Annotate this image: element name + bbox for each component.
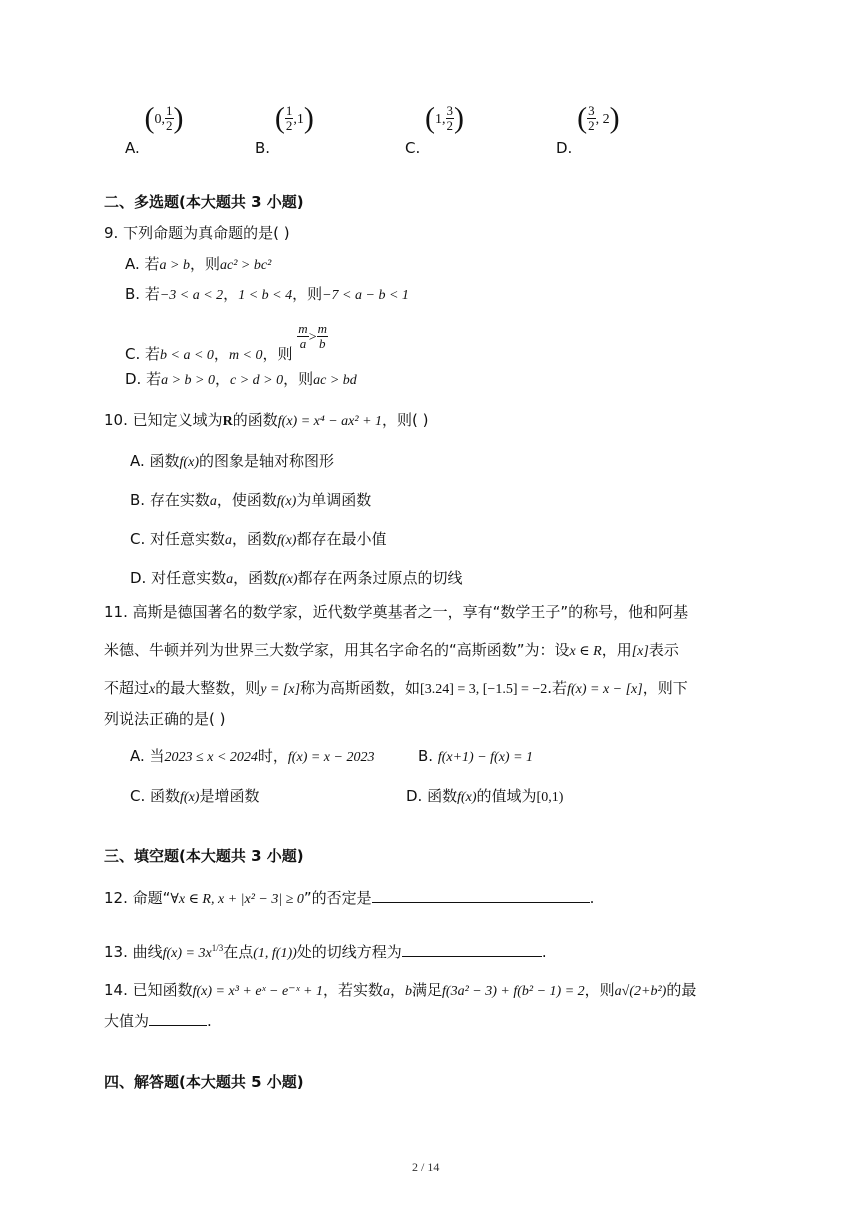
page-number: 2 / 14 <box>412 1160 440 1174</box>
left-paren: ( <box>274 101 285 135</box>
q11-option-d: D. 函数f(x)的值域为[0,1) <box>406 787 564 805</box>
right-paren: ) <box>454 101 465 135</box>
fraction: $\frac{1}{2}$ <box>285 103 293 133</box>
q11-option-b: B. f(x+1) − f(x) = 1 <box>418 747 534 765</box>
q12: 12. 命题“∀x ∈ R, x + |x² − 3| ≥ 0”的否定是 . <box>104 889 595 907</box>
left-paren: ( <box>425 101 436 135</box>
right-paren: ) <box>173 101 184 135</box>
q8-option-b <box>255 101 314 157</box>
interval-right: ,1 <box>293 112 304 127</box>
q11-line-1: 11. 高斯是德国著名的数学家，近代数学奠基者之一，享有“数学王子”的称号，他和阿基 <box>104 603 689 621</box>
q8-option-a <box>125 101 184 157</box>
q9-option-a: A. 若a > b，则ac² > bc² <box>125 255 272 273</box>
q11-line-3: 不超过x的最大整数，则y = [x]称为高斯函数，如[3.24] = 3, [−1.5] = −2.若f(x) = x − [x]，则下 <box>104 679 688 697</box>
q10-option-a: A. 函数f(x)的图象是轴对称图形 <box>130 452 334 470</box>
q10-option-d: D. 对任意实数a，函数f(x)都存在两条过原点的切线 <box>130 569 463 587</box>
q14-line-2: 大值为 . <box>104 1012 212 1030</box>
option-label: A. <box>125 139 140 157</box>
q9-stem: 9. 下列命题为真命题的是( ) <box>104 224 290 242</box>
q9-option-c: C. 若b < a < 0，m < 0，则 $\frac{m}{a}$ > $\frac{m}{b}$ <box>125 321 327 363</box>
q11-option-c: C. 函数f(x)是增函数 <box>130 787 260 805</box>
fraction: $\frac{m}{b}$ <box>317 321 327 351</box>
left-paren: ( <box>144 101 155 135</box>
fraction: $\frac{3}{2}$ <box>588 103 595 133</box>
interval-left: 0, <box>154 112 166 127</box>
q11-line-2: 米德、牛顿并列为世界三大数学家，用其名字命名的“高斯函数”为：设x ∈ R，用[x]表示 <box>104 641 679 659</box>
q11-line-4: 列说法正确的是( ) <box>104 710 226 728</box>
left-paren: ( <box>577 101 588 135</box>
fraction: $\frac{1}{2}$ <box>166 103 173 133</box>
q8-option-d <box>556 101 620 157</box>
q9-option-b: B. 若−3 < a < 2，1 < b < 4，则−7 < a − b < 1 <box>125 285 409 303</box>
q11-option-a: A. 当2023 ≤ x < 2024时，f(x) = x − 2023 <box>130 747 375 765</box>
answer-blank[interactable] <box>149 1011 207 1026</box>
q10-stem: 10. 已知定义域为R的函数f(x) = x⁴ − ax² + 1，则( ) <box>104 411 429 429</box>
q13: 13. 曲线$f(x) = 3x^{1/3}$在点(1, f(1))处的切线方程为 . <box>104 943 547 961</box>
section-4-heading: 四、解答题(本大题共 5 小题) <box>104 1073 304 1091</box>
option-label: B. <box>255 139 271 157</box>
fraction: $\frac{3}{2}$ <box>446 103 454 133</box>
option-label: D. <box>556 139 573 157</box>
answer-blank[interactable] <box>402 942 542 957</box>
option-label: C. <box>405 139 421 157</box>
interval-right: , 2 <box>595 112 610 127</box>
fraction: $\frac{m}{a}$ <box>298 321 308 351</box>
q10-option-c: C. 对任意实数a，函数f(x)都存在最小值 <box>130 530 387 548</box>
section-2-heading: 二、多选题(本大题共 3 小题) <box>104 193 304 211</box>
q9-option-d: D. 若a > b > 0，c > d > 0，则ac > bd <box>125 370 357 388</box>
section-3-heading: 三、填空题(本大题共 3 小题) <box>104 847 304 865</box>
right-paren: ) <box>303 101 314 135</box>
q8-option-c <box>405 101 465 157</box>
right-paren: ) <box>609 101 620 135</box>
q14-line-1: 14. 已知函数f(x) = x³ + eˣ − e⁻ˣ + 1，若实数a，b满足f(3a² − 3) + f(b² − 1) = 2，则a√(2+b²)的最 <box>104 981 697 999</box>
q10-option-b: B. 存在实数a，使函数f(x)为单调函数 <box>130 491 372 509</box>
answer-blank[interactable] <box>372 888 590 903</box>
interval-left: 1, <box>435 112 446 127</box>
